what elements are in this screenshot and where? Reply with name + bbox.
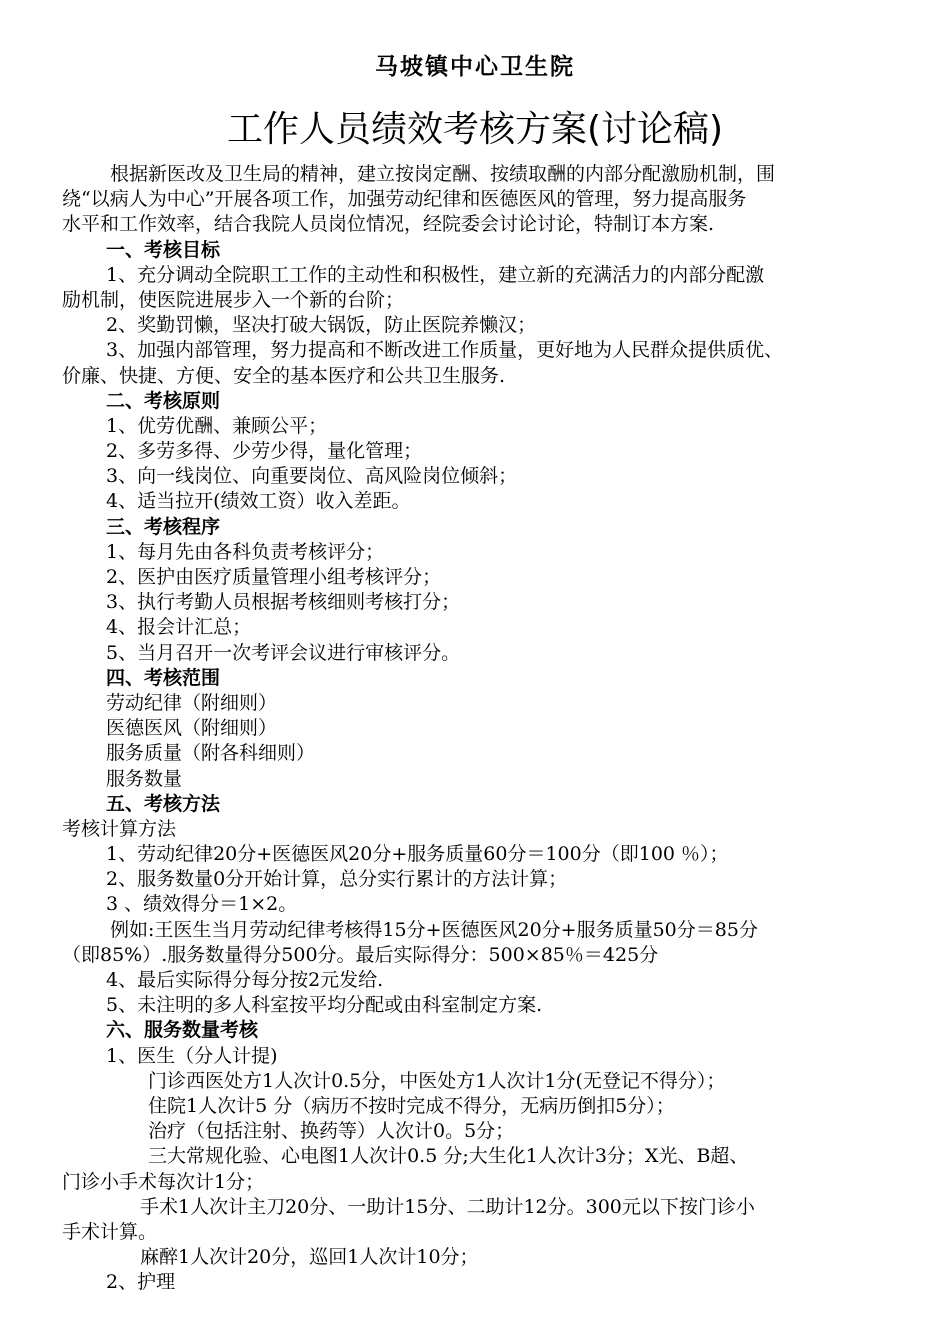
- organization-name: 马坡镇中心卫生院: [375, 54, 575, 80]
- section-heading-scope: 四、考核范围: [106, 666, 221, 689]
- intro-paragraph-line: 水平和工作效率，结合我院人员岗位情况，经院委会讨论讨论，特制订本方案.: [62, 213, 715, 236]
- service-rule: 治疗（包括注射、换药等）人次计0。5分；: [148, 1120, 515, 1143]
- service-rule-continued: 门诊小手术每次计1分；: [62, 1170, 265, 1193]
- goal-item: 2、奖勤罚懒，坚决打破大锅饭，防止医院养懒汉；: [106, 314, 537, 337]
- intro-paragraph-line: 绕“以病人为中心”开展各项工作，加强劳动纪律和医德医风的管理，努力提高服务: [62, 188, 747, 211]
- principle-item: 2、多劳多得、少劳少得，量化管理；: [106, 440, 423, 463]
- section-heading-method: 五、考核方法: [106, 792, 221, 815]
- section-heading-goals: 一、考核目标: [106, 238, 221, 261]
- procedure-item: 4、报会计汇总；: [106, 616, 252, 639]
- goal-item-continued: 励机制，使医院进展步入一个新的台阶；: [62, 288, 405, 311]
- principle-item: 1、优劳优酬、兼顾公平；: [106, 414, 328, 437]
- service-rule: 麻醉1人次计20分，巡回1人次计10分；: [140, 1246, 479, 1269]
- procedure-item: 5、当月召开一次考评会议进行审核评分。: [106, 641, 461, 664]
- method-item: 1、劳动纪律20分+医德医风20分+服务质量60分＝100分（即100 ％）；: [106, 843, 729, 866]
- service-rule: 手术1人次计主刀20分、一助计15分、二助计12分。300元以下按门诊小: [140, 1195, 755, 1218]
- service-subsection-nursing: 2、护理: [106, 1271, 176, 1294]
- goal-item: 1、充分调动全院职工工作的主动性和积极性，建立新的充满活力的内部分配激: [106, 263, 765, 286]
- scope-item: 医德医风（附细则）: [106, 717, 278, 740]
- scope-item: 服务质量（附各科细则）: [106, 742, 316, 765]
- service-rule-continued: 手术计算。: [62, 1220, 158, 1243]
- procedure-item: 3、执行考勤人员根据考核细则考核打分；: [106, 591, 461, 614]
- procedure-item: 2、医护由医疗质量管理小组考核评分；: [106, 566, 442, 588]
- procedure-item: 1、每月先由各科负责考核评分；: [106, 540, 385, 563]
- method-item: 2、服务数量0分开始计算，总分实行累计的方法计算；: [106, 868, 568, 891]
- principle-item: 3、向一线岗位、向重要岗位、高风险岗位倾斜；: [106, 465, 518, 488]
- method-item: 4、最后实际得分每分按2元发给.: [106, 969, 384, 991]
- document-body: [62, 162, 892, 1295]
- goal-item: 3、加强内部管理，努力提高和不断改进工作质量，更好地为人民群众提供质优、: [106, 339, 784, 362]
- section-heading-service-quantity: 六、服务数量考核: [106, 1019, 259, 1042]
- document-title: 工作人员绩效考核方案(讨论稿): [226, 109, 724, 150]
- service-rule: 门诊西医处方1人次计0.5分，中医处方1人次计1分(无登记不得分）；: [148, 1069, 726, 1092]
- principle-item: 4、适当拉开(绩效工资）收入差距。: [106, 490, 411, 513]
- service-subsection-doctor: 1、医生（分人计提): [106, 1044, 278, 1067]
- section-heading-procedure: 三、考核程序: [106, 515, 221, 538]
- goal-item-continued: 价廉、快捷、方便、安全的基本医疗和公共卫生服务.: [62, 364, 506, 387]
- intro-paragraph-line: 根据新医改及卫生局的精神，建立按岗定酬、按绩取酬的内部分配激励机制，围: [110, 163, 776, 185]
- service-rule: 住院1人次计5 分（病历不按时完成不得分，无病历倒扣5分）；: [148, 1094, 675, 1117]
- scope-item: 劳动纪律（附细则）: [106, 691, 278, 714]
- service-rule: 三大常规化验、心电图1人次计0.5 分;大生化1人次计3分；X光、B超、: [148, 1145, 749, 1168]
- scope-item: 服务数量: [106, 767, 183, 790]
- method-subheading: 考核计算方法: [62, 817, 177, 840]
- section-heading-principles: 二、考核原则: [106, 389, 221, 412]
- method-example-continued: （即85%）.服务数量得分500分。最后实际得分：500×85％＝425分: [62, 943, 659, 966]
- method-item: 3 、绩效得分＝1×2。: [106, 893, 298, 916]
- method-item: 5、未注明的多人科室按平均分配或由科室制定方案.: [106, 994, 543, 1017]
- method-example: 例如:王医生当月劳动纪律考核得15分+医德医风20分+服务质量50分＝85分: [110, 918, 758, 941]
